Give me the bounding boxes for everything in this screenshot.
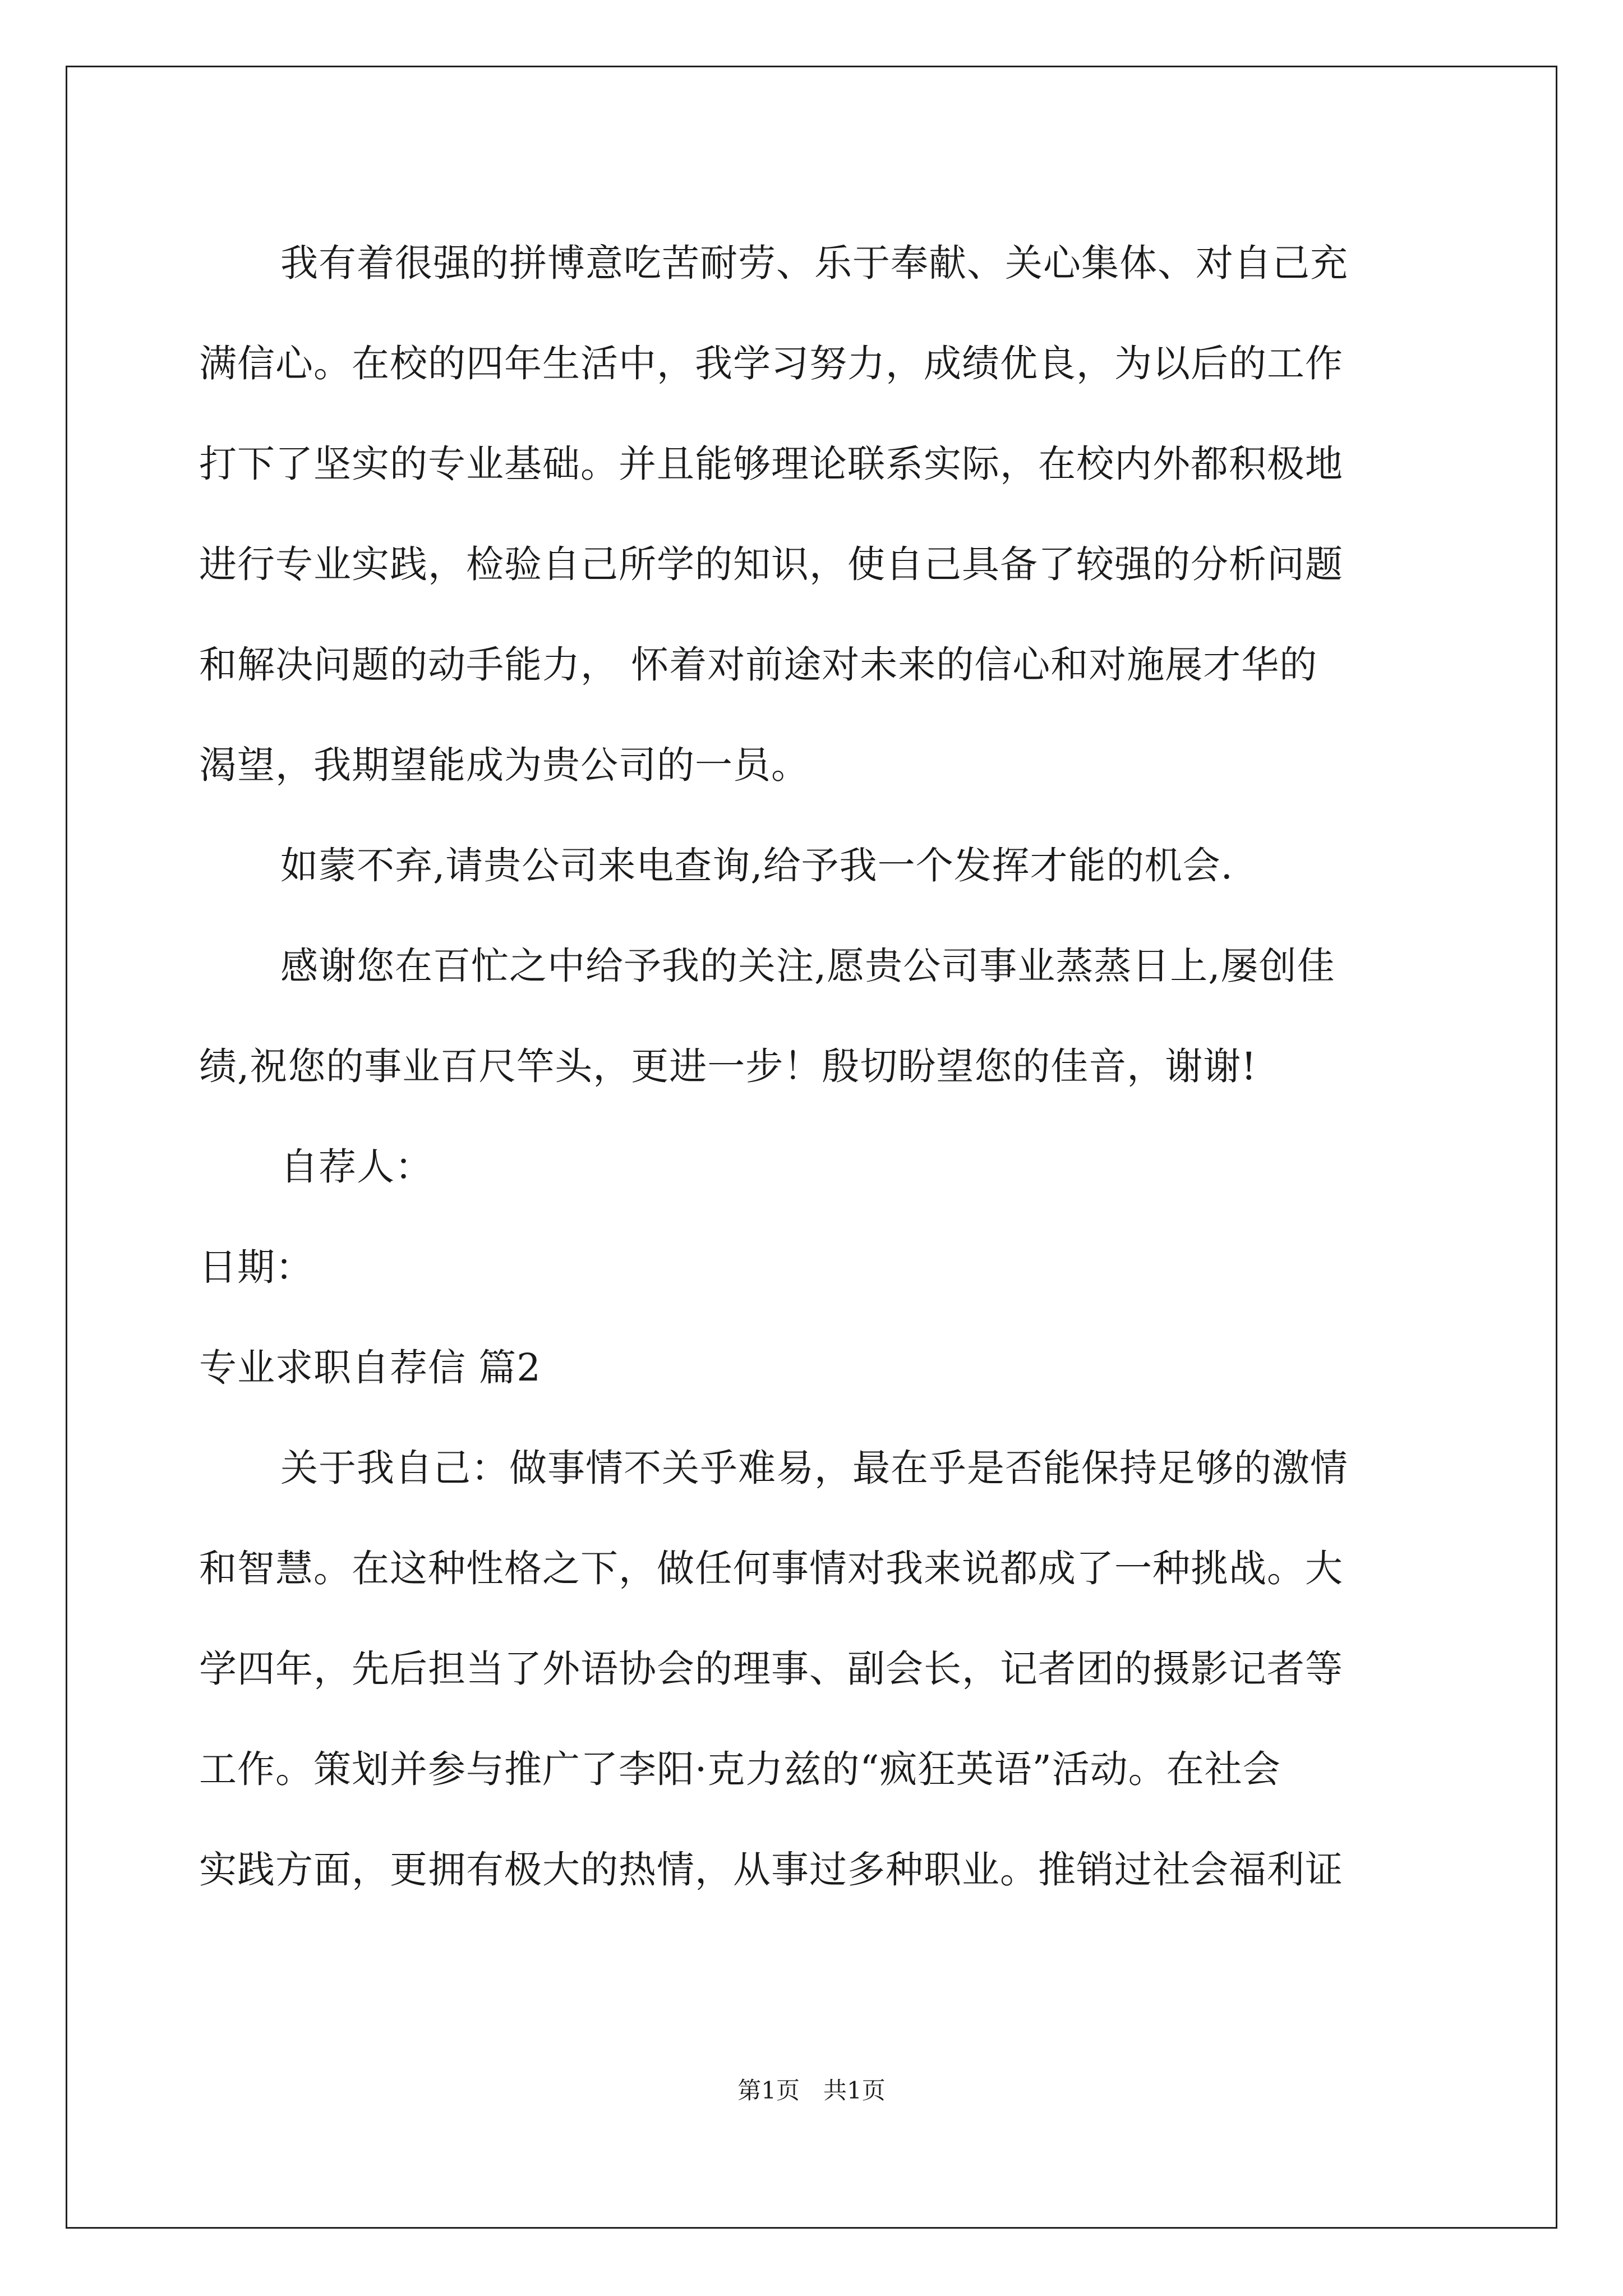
text-line-6: 渴望，我期望能成为贵公司的一员。 <box>199 743 809 787</box>
text-line-1: 我有着很强的拼博意吃苦耐劳、乐于奉献、关心集体、对自己充 <box>280 241 1348 285</box>
text-line-17: 实践方面，更拥有极大的热情，从事过多种职业。推销过社会福利证 <box>199 1848 1343 1892</box>
text-line-8: 感谢您在百忙之中给予我的关注,愿贵公司事业蒸蒸日上,屡创佳 <box>280 944 1335 988</box>
text-line-5: 和解决问题的动手能力， 怀着对前途对未来的信心和对施展才华的 <box>199 643 1318 687</box>
text-line-16: 工作。策划并参与推广了李阳·克力兹的“疯狂英语”活动。在社会 <box>199 1747 1281 1791</box>
text-line-15: 学四年，先后担当了外语协会的理事、副会长，记者团的摄影记者等 <box>199 1647 1343 1691</box>
text-line-3: 打下了坚实的专业基础。并且能够理论联系实际，在校内外都积极地 <box>199 442 1343 486</box>
text-line-4: 进行专业实践，检验自己所学的知识，使自己具备了较强的分析问题 <box>199 542 1343 586</box>
date-label: 日期： <box>199 1245 313 1289</box>
text-line-9: 绩,祝您的事业百尺竿头，更进一步！殷切盼望您的佳音，谢谢! <box>199 1045 1257 1088</box>
text-line-13: 关于我自己：做事情不关乎难易，最在乎是否能保持足够的激情 <box>280 1446 1348 1490</box>
section-heading: 专业求职自荐信 篇2 <box>199 1346 541 1389</box>
page-footer: 第1页 共1页 <box>737 2077 886 2104</box>
document-body <box>199 213 1433 1920</box>
text-line-2: 满信心。在校的四年生活中，我学习努力，成绩优良，为以后的工作 <box>199 342 1343 385</box>
signature-label: 自荐人： <box>280 1145 433 1189</box>
text-line-14: 和智慧。在这种性格之下，做任何事情对我来说都成了一种挑战。大 <box>199 1547 1343 1590</box>
text-line-7: 如蒙不弃,请贵公司来电查询,给予我一个发挥才能的机会. <box>280 844 1233 887</box>
